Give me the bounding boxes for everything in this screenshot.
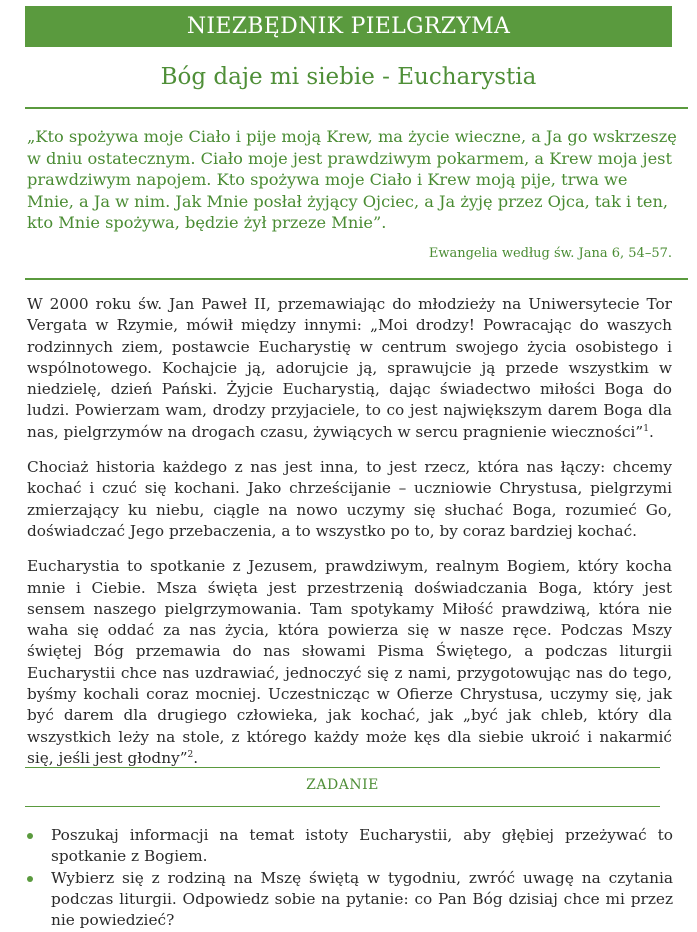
divider-task-bottom bbox=[25, 806, 660, 807]
task-item-text: Wybierz się z rodziną na Mszę świętą w tygodniu, zwróć uwagę na czytania podczas liturgii. Odpowiedz sobie na pytanie: co Pan Bóg dzisiaj chce mi przez nie powiedzieć? bbox=[51, 868, 673, 930]
paragraph-3-end: . bbox=[193, 748, 199, 767]
paragraph-3 bbox=[27, 556, 672, 769]
paragraph-2: Chociaż historia każdego z nas jest inna, to jest rzecz, która nas łączy: chcemy kochać i czuć się kochani. Jako chrześcijanie – uczniowie Chrystusa, pielgrzymi zmierzający ku niebu, ciągle na nowo uczymy się słuchać Boga, rozumieć Go, doświadczać Jego przebaczenia, a to wszystko po to, by coraz bardziej kochać. bbox=[27, 458, 672, 540]
header-banner bbox=[25, 6, 672, 47]
bullet-icon bbox=[27, 876, 33, 882]
article-body bbox=[27, 294, 672, 769]
footnote-1: 1 bbox=[643, 423, 649, 434]
paragraph-1 bbox=[27, 294, 672, 443]
page-subtitle: Bóg daje mi siebie - Eucharystia bbox=[160, 64, 537, 90]
divider-quote bbox=[25, 278, 688, 280]
task-item bbox=[27, 868, 673, 932]
divider-top bbox=[25, 107, 688, 109]
task-item bbox=[27, 825, 673, 868]
banner-title: NIEZBĘDNIK PIELGRZYMA bbox=[186, 14, 511, 39]
divider-task-top bbox=[25, 767, 660, 768]
quote-source: Ewangelia według św. Jana 6, 54–57. bbox=[428, 246, 672, 261]
gospel-quote: „Kto spożywa moje Ciało i pije moją Krew, ma życie wieczne, a Ja go wskrzeszę w dniu ostatecznym. Ciało moje jest prawdziwym pokarmem, a Krew moja jest prawdziwym napojem. Kto spożywa moje Ciało i Krew moją pije, trwa we Mnie, a Ja w nim. Jak Mnie posłał żyjący Ojciec, a Ja żyję przez Ojca, tak i ten, kto Mnie spożywa, będzie żył przeze Mnie”. bbox=[27, 127, 677, 233]
task-list bbox=[27, 825, 673, 931]
paragraph-3-text: Eucharystia to spotkanie z Jezusem, prawdziwym, realnym Bogiem, który kocha mnie i Ciebie. Msza święta jest przestrzenią doświadczania Boga, który jest sensem naszego pielgrzymowania. Tam spotykamy Miłość prawdziwą, która nie waha się oddać za nas życia, która powierza się w nasze ręce. Podczas Mszy świętej Bóg przemawia do nas słowami Pisma Świętego, a podczas liturgii Eucharystii chce nas uzdrawiać, jednoczyć się z nami, przygotowując nas do tego, byśmy kochali coraz mocniej. Uczestnicząc w Ofierze Chrystusa, uczymy się, jak być darem dla drugiego człowieka, jak kochać, jak „być jak chleb, który dla wszystkich leży na stole, z którego każdy może kęs dla siebie ukroić i nakarmić się, jeśli jest głodny” bbox=[27, 557, 672, 767]
paragraph-1-end: . bbox=[648, 422, 654, 441]
task-heading: ZADANIE bbox=[306, 777, 379, 793]
footnote-2: 2 bbox=[187, 749, 194, 760]
task-item-text: Poszukaj informacji na temat istoty Eucharystii, aby głębiej przeżywać to spotkanie z Bogiem. bbox=[51, 826, 673, 866]
paragraph-1-text: W 2000 roku św. Jan Paweł II, przemawiając do młodzieży na Uniwersytecie Tor Vergata w Rzymie, mówił między innymi: „Moi drodzy! Powracając do waszych rodzinnych ziem, postawcie Eucharystię w centrum swojego życia osobistego i wspólnotowego. Kochajcie ją, adorujcie ją, sprawujcie ją przede wszystkim w niedzielę, dzień Pański. Żyjcie Eucharystią, dając świadectwo miłości Boga do ludzi. Powierzam wam, drodzy przyjaciele, to co jest największym darem Boga dla nas, pielgrzymów na drogach czasu, żywiących w sercu pragnienie wieczności” bbox=[27, 295, 672, 441]
bullet-icon bbox=[27, 833, 33, 839]
